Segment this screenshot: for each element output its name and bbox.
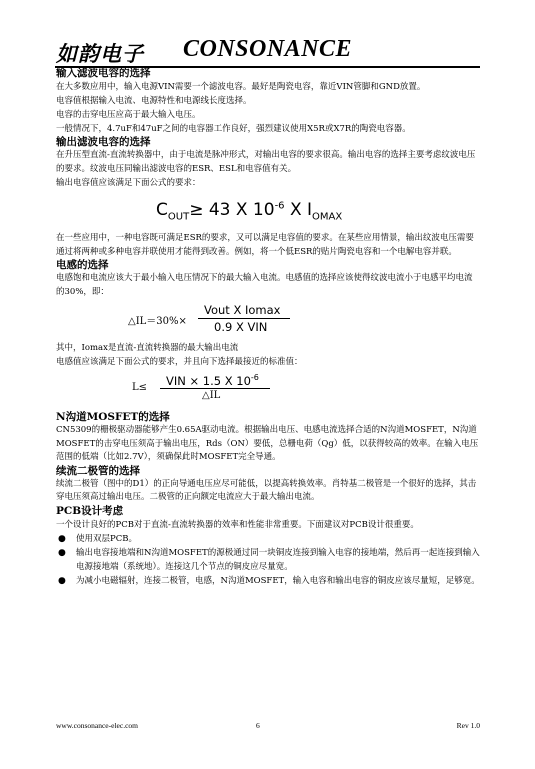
section-title-diode: 续流二极管的选择 [56, 464, 140, 477]
inductance-formula-bar [160, 388, 270, 389]
inductance-formula [56, 369, 480, 411]
list-item [56, 532, 480, 546]
company-name-cn: 如韵电子 [56, 41, 144, 66]
diode-para-1: 续流二极管（图中的D1）的正向导通电压应尽可能低，以提高转换效率。肖特基二极管是一个很好的选择，其击穿电压须高过输出电压。二极管的正向额定电流应大于最大输出电流。 [56, 478, 477, 502]
formula-omax-sub: OMAX [312, 211, 343, 223]
bullet-icon: ● [58, 533, 66, 544]
output-cap-para-2: 输出电容值应该满足下面公式的要求： [56, 178, 201, 188]
inductor-para-1: 电感饱和电流应该大于最小输入电压情况下的最大输入电流。电感值的选择应该使得纹波电流小于电感平均电流的30%，即： [56, 273, 473, 297]
inductor-para-2: 其中，Iomax是直流-直流转换器的最大输出电流 [56, 343, 239, 353]
formula-x: X I [284, 200, 313, 220]
inductance-formula-numerator [166, 373, 259, 388]
formula-out-sub: OUT [167, 211, 190, 223]
inductance-formula-denominator: △IL [202, 390, 221, 401]
inductance-num-exp: -6 [250, 373, 259, 382]
section-title-input-cap: 输入滤波电容的选择 [56, 67, 151, 79]
input-cap-para-3: 电容的击穿电压应高于最大输入电压。 [56, 110, 201, 120]
input-cap-para-2: 电容值根据输入电流、电源特性和电源线长度选择。 [56, 96, 252, 106]
pcb-bullet-text: 输出电容接地端和N沟道MOSFET的源极通过同一块铜皮连接到输入电容的接地端，然后再一起连接到输入电源接地端（系统地）。连接这几个节点的铜皮应尽量宽。 [76, 547, 480, 572]
ripple-formula-bar [198, 318, 290, 319]
list-item [56, 546, 480, 574]
input-cap-para-4: 一般情况下，4.7uF和47uF之间的电容器工作良好，强烈建议使用X5R或X7R的陶瓷电容器。 [56, 124, 411, 134]
input-cap-para-1: 在大多数应用中，输入电源VIN需要一个滤波电容。最好是陶瓷电容，靠近VIN管脚和GND放置。 [56, 82, 426, 92]
formula-mid: ≥ 43 X 10 [189, 200, 275, 220]
pcb-bullet-text: 使用双层PCB。 [76, 533, 137, 544]
pcb-bullet-text: 为减小电磁辐射，连接二极管，电感，N沟道MOSFET，输入电容和输出电容的铜皮应该尽量短，足够宽。 [76, 575, 480, 586]
section-title-pcb: PCB设计考虑 [56, 504, 124, 517]
page-header [56, 34, 496, 64]
page-footer [56, 721, 480, 733]
list-item [56, 574, 480, 588]
page-content [56, 67, 480, 588]
section-title-output-cap: 输出滤波电容的选择 [56, 136, 151, 148]
footer-page-number: 6 [256, 721, 260, 730]
output-cap-para-1: 在升压型直流-直流转换器中，由于电流是脉冲形式，对输出电容的要求很高。输出电容的选择主要考虑纹波电压的要求。纹波电压同输出滤波电容的ESR、ESL和电容值有关。 [56, 150, 476, 174]
mosfet-para-1: CN5309的栅极驱动器能够产生0.65A驱动电流。根据输出电压、电感电流选择合适的N沟道MOSFET，N沟道MOSFET的击穿电压须高于输出电压，Rds（ON）要低，总栅电荷（Qg）低，以获得较高的效率。在输入电压范围的低端（比如2.7V），须确保此时MOSFET完全导通。 [56, 425, 479, 462]
ripple-formula-denominator: 0.9 X VIN [214, 320, 268, 334]
ripple-current-formula [56, 299, 480, 341]
section-title-inductor: 电感的选择 [56, 259, 109, 271]
pcb-para-1: 一个设计良好的PCB对于直流-直流转换器的效率和性能非常重要。下面建议对PCB设计很重要。 [56, 519, 419, 530]
company-name-en: CONSONANCE [183, 36, 353, 62]
cout-formula-text [156, 200, 342, 222]
section-title-mosfet: N沟道MOSFET的选择 [56, 411, 170, 423]
ripple-formula-numerator: Vout X Iomax [204, 303, 281, 317]
inductance-formula-lhs: L≤ [132, 382, 148, 393]
footer-website-link[interactable]: www.consonance-elec.com [56, 721, 138, 730]
formula-exp: -6 [274, 200, 285, 212]
inductor-para-3: 电感值应该满足下面公式的要求，并且向下选择最接近的标准值： [56, 357, 303, 367]
ripple-formula-lhs: △IL＝30%× [128, 316, 187, 327]
cout-formula [56, 190, 480, 232]
bullet-icon: ● [58, 547, 66, 558]
bullet-icon: ● [58, 575, 66, 586]
formula-c: C [156, 200, 168, 220]
inductance-num-text: VIN × 1.5 X 10 [166, 373, 251, 388]
footer-revision: Rev 1.0 [456, 721, 480, 730]
pcb-bullet-list [56, 532, 480, 588]
output-cap-para-3: 在一些应用中，一种电容既可满足ESR的要求，又可以满足电容值的要求。在某些应用情景，输出纹波电压需要通过将两种或多种电容并联使用才能得到改善。例如，将一个低ESR的贴片陶瓷电容和一个电解电容并联。 [56, 233, 474, 257]
